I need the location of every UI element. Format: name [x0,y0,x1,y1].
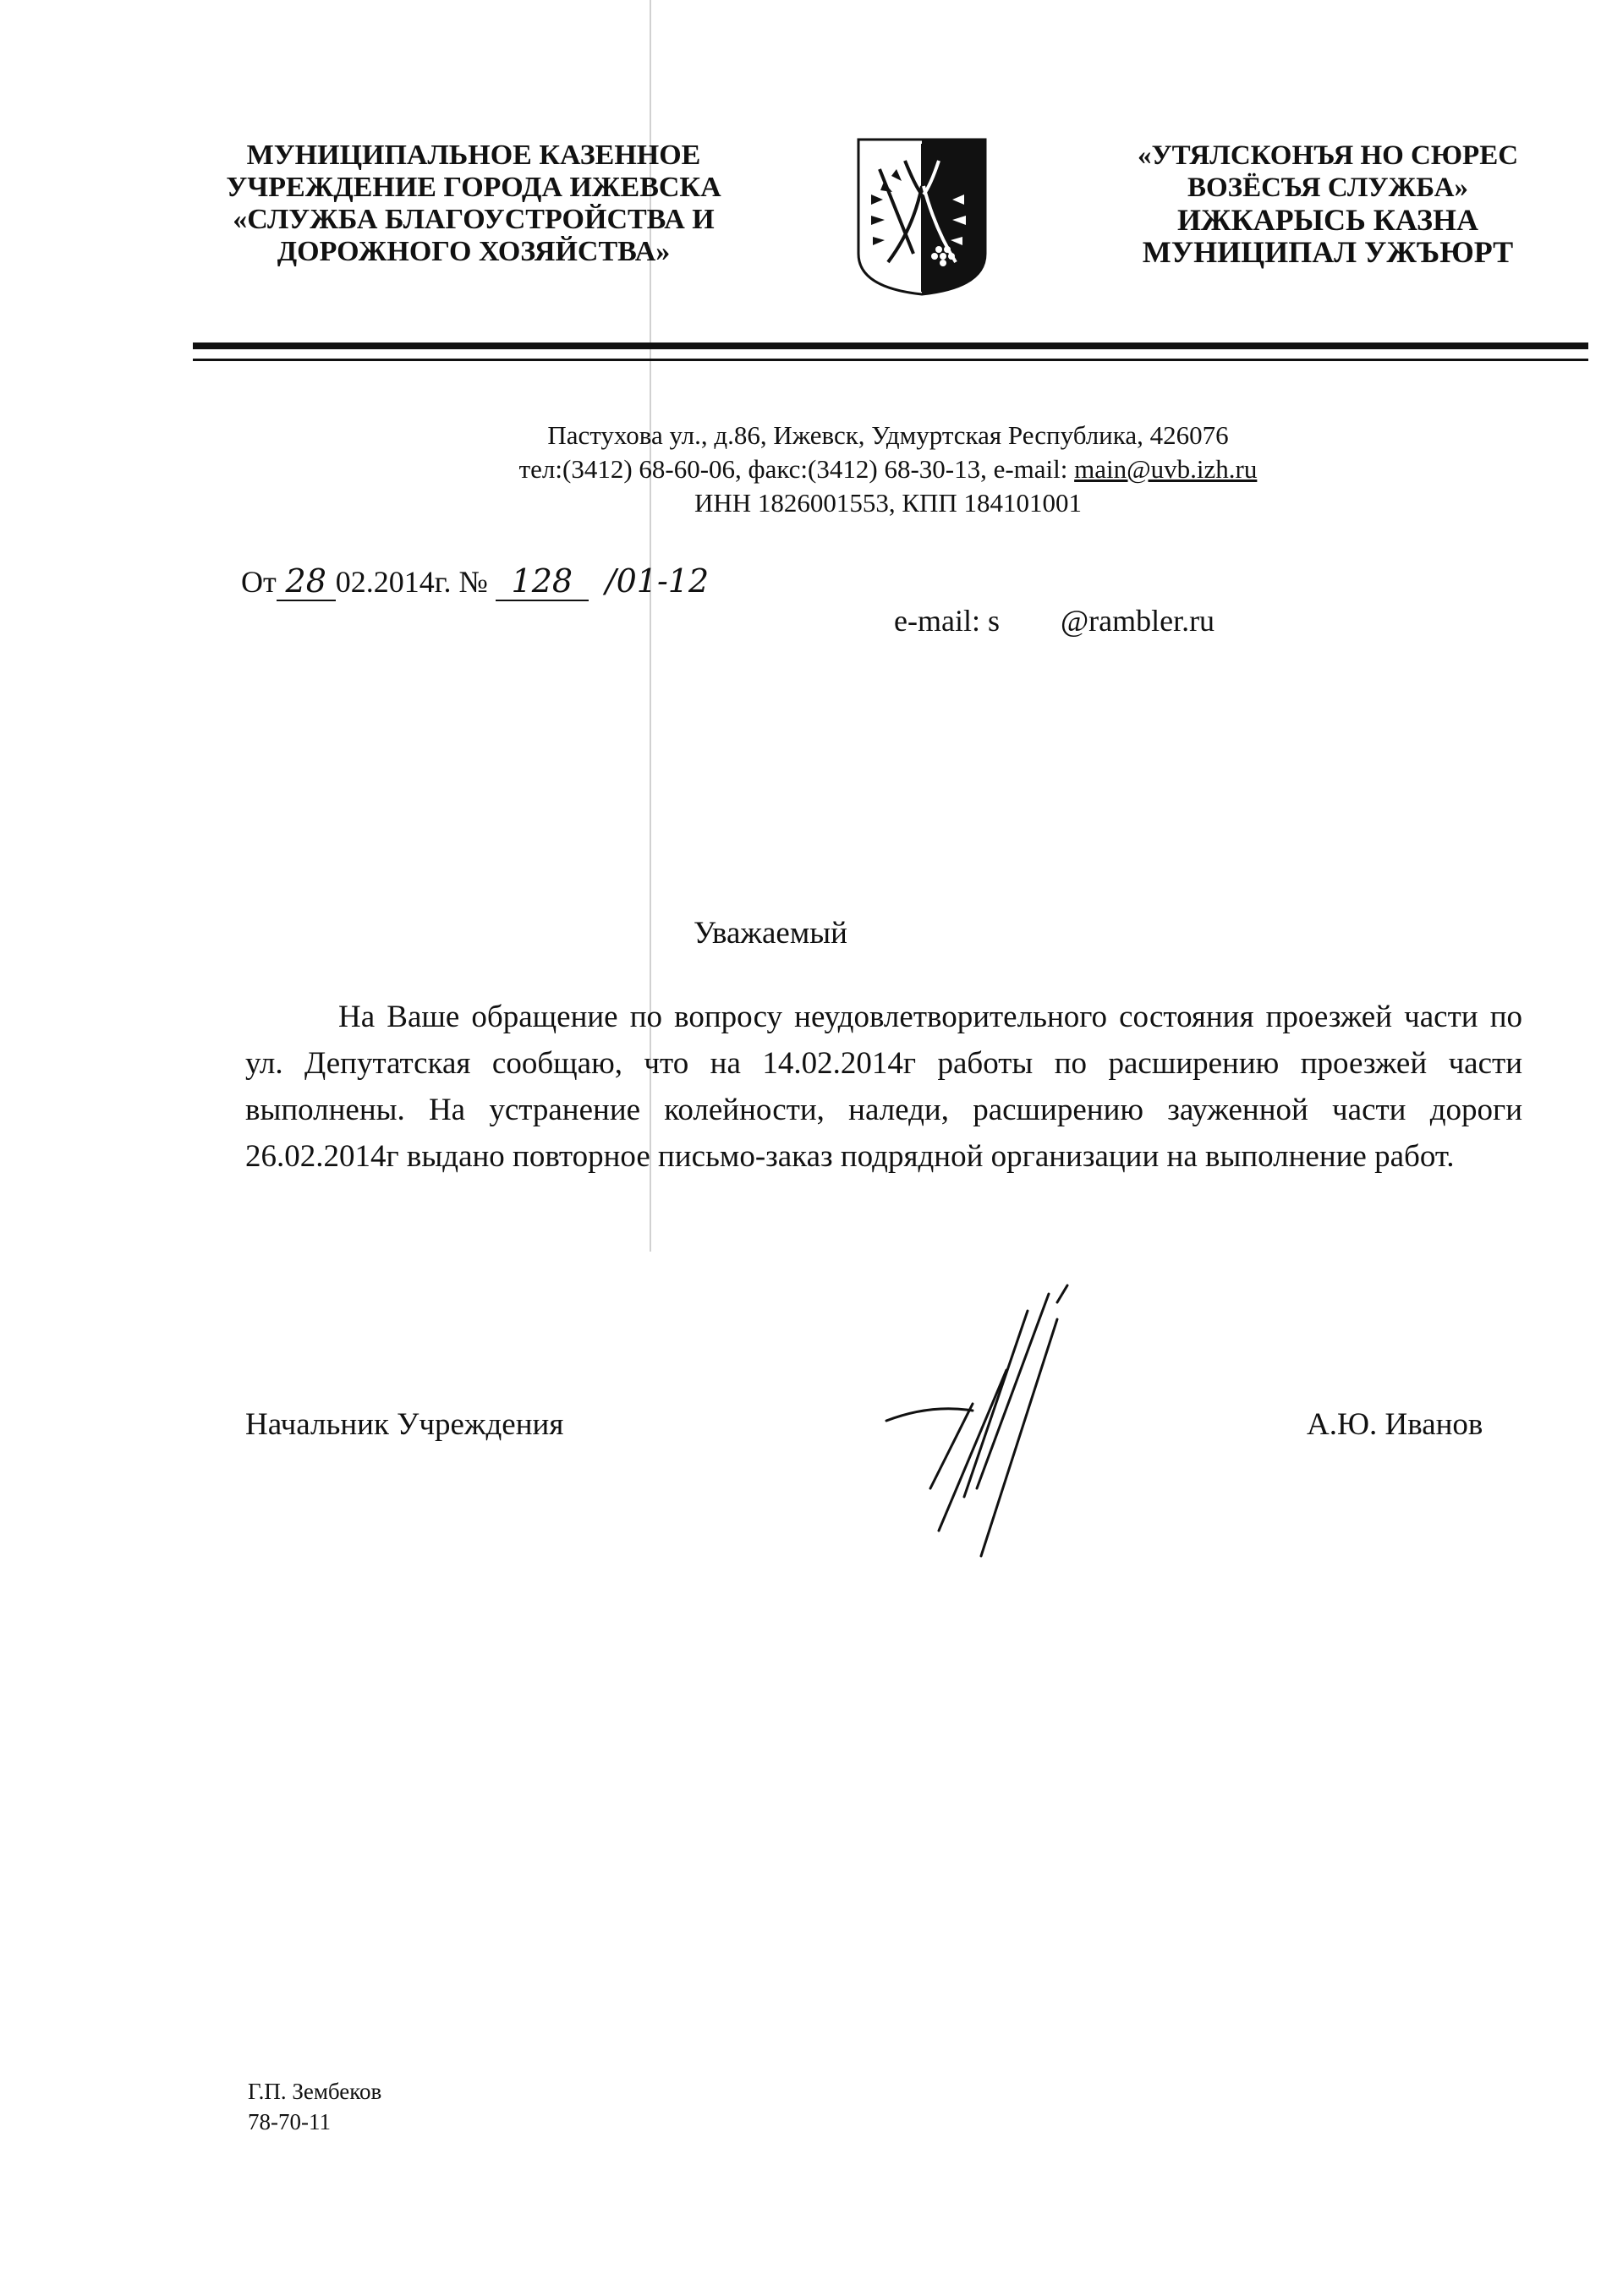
recipient-email: e-mail: s @rambler.ru [894,604,1215,638]
address-line: Пастухова ул., д.86, Ижевск, Удмуртская Республика, 426076 [547,420,1229,450]
org-email-link[interactable]: main@uvb.izh.ru [1074,454,1258,484]
org-name-line: МУНИЦИПАЛ УЖЪЮРТ [1142,235,1514,269]
signer-title: Начальник Учреждения [245,1407,564,1442]
org-name-line: ДОРОЖНОГО ХОЗЯЙСТВА» [277,236,671,267]
handwritten-signature [880,1277,1083,1581]
executor-name: Г.П. Зембеков [248,2079,382,2104]
city-coat-of-arms-icon [854,135,990,296]
letter-body [245,994,1522,1180]
org-name-udmurt [1083,140,1573,268]
outgoing-date-rest: 02.2014г. № [335,565,488,599]
outgoing-prefix: От [241,565,277,599]
outgoing-index: /01-12 [605,562,710,600]
org-name-line: «СЛУЖБА БЛАГОУСТРОЙСТВА И [233,204,715,235]
outgoing-day: 28 [277,562,336,601]
header-divider-thick [193,342,1588,349]
phone-fax-text: тел:(3412) 68-60-06, факс:(3412) 68-30-13, e-mail: [518,454,1075,484]
org-name-line: «УТЯЛСКОНЪЯ НО СЮРЕС [1137,140,1519,171]
signer-name: А.Ю. Иванов [1307,1407,1483,1442]
org-name-line: ВОЗЁСЪЯ СЛУЖБА» [1187,173,1468,203]
org-name-russian [178,140,770,268]
outgoing-number [241,562,709,601]
org-name-line: МУНИЦИПАЛЬНОЕ КАЗЕННОЕ [246,140,701,171]
letter-body-text: На Ваше обращение по вопросу неудовлетворительного состояния проезжей части по ул. Депутатская сообщаю, что на 14.02.2014г работы по расширению проезжей части выполнены. На устранение колейности, наледи, расширению зауженной части дороги 26.02.2014г выдано повторное письмо-заказ подрядной организации на выполнение работ. [245,1000,1522,1174]
contacts-block [406,419,1370,520]
executor-phone: 78-70-11 [248,2109,331,2134]
org-name-line: УЧРЕЖДЕНИЕ ГОРОДА ИЖЕВСКА [226,172,721,203]
inn-kpp-line: ИНН 1826001553, КПП 184101001 [694,488,1083,518]
header-divider-thin [193,359,1588,361]
phone-line [406,452,1370,486]
org-name-line: ИЖКАРЫСЬ КАЗНА [1176,203,1479,237]
outgoing-number-value: 128 [496,562,589,601]
salutation: Уважаемый [694,916,847,951]
executor-block [248,2076,381,2137]
